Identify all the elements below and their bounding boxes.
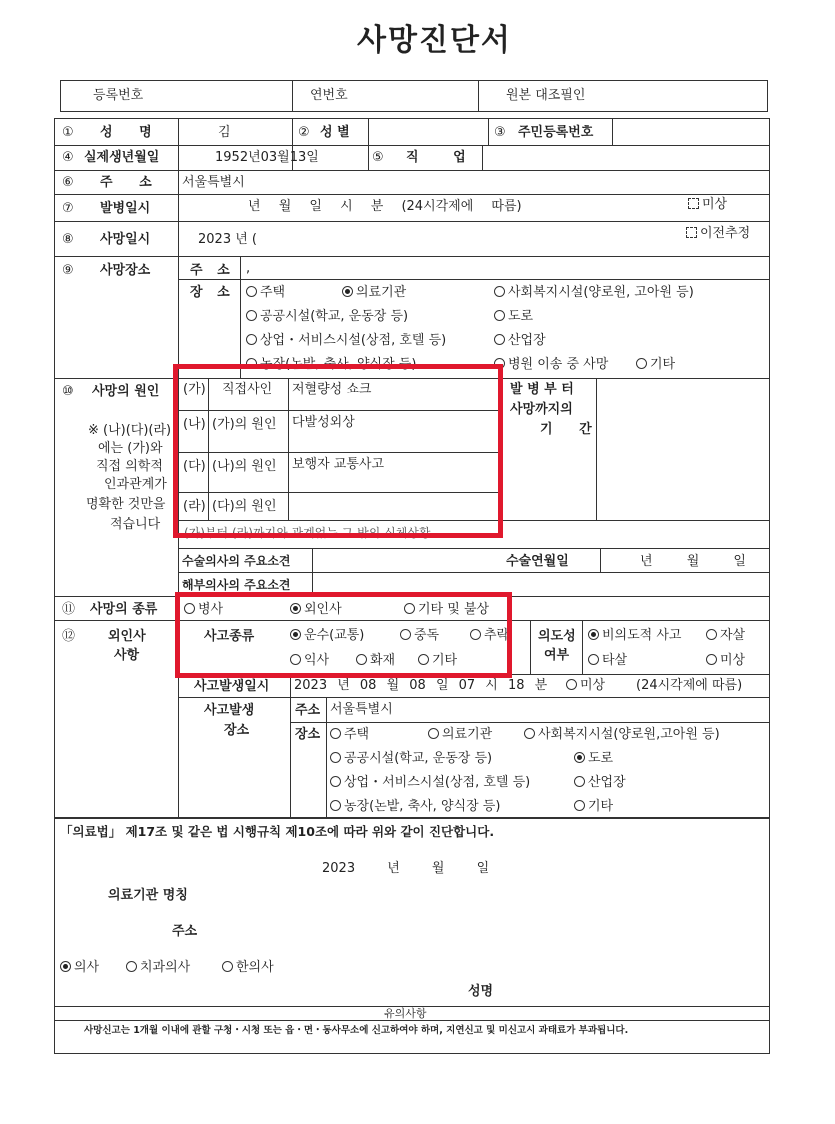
reg-no-label: 등록번호 [93,88,144,103]
cause-b-label: (가)의 원인 [212,417,277,432]
notice-title: 유의사항 [384,1007,427,1020]
cause-tag-d: (라) [183,499,206,514]
accident-opt-other[interactable]: 기타 [418,654,457,667]
death-value: 2023 년 ( [198,232,257,247]
radio-icon [60,961,71,972]
institution-address-label: 주소 [172,924,198,939]
place-opt-commercial[interactable]: 상업・서비스시설(상점, 호텔 등) [246,334,446,347]
item-number: ⑦ [62,201,74,216]
place-address-value: , [246,261,251,276]
radio-icon [588,654,599,665]
surgery-findings-label: 수술의사의 주요소견 [182,554,291,568]
highlight-cause-box [173,364,503,538]
institution-label: 의료기관 명칭 [108,888,188,903]
item-number: ③ [494,125,506,140]
item-number: ⑫ [62,629,76,644]
accident-type-label: 사고종류 [204,629,255,644]
accident-place-house[interactable]: 주택 [330,728,369,741]
radio-icon [706,654,717,665]
place-opt-industrial[interactable]: 산업장 [494,334,546,347]
serial-no-label: 연번호 [310,88,348,103]
cause-note: 명확한 것만을 [86,497,166,512]
birth-label: 실제생년월일 [84,150,160,165]
onset-unknown-checkbox[interactable]: 미상 [688,198,727,211]
period-label: 발 병 부 터 [510,382,574,397]
surgery-date-value: 년 월 일 [640,554,746,569]
cause-a-label: 직접사인 [222,382,273,397]
item-number: ① [62,125,74,140]
presumed-checkbox[interactable]: 이전추정 [686,227,750,240]
place-opt-medical[interactable]: 의료기관 [342,286,406,299]
address-label: 주 소 [100,175,152,190]
item-number: ⑤ [372,150,384,165]
accident-opt-drowning[interactable]: 익사 [290,654,329,667]
intent-opt-unknown[interactable]: 미상 [706,654,745,667]
address-value: 서울특별시 [182,175,245,190]
accident-address-value: 서울특별시 [330,702,393,717]
item-number: ④ [62,150,74,165]
radio-icon [494,310,505,321]
accident-place-farm[interactable]: 농장(논밭, 축사, 양식장 등) [330,800,500,813]
period-label: 기 간 [540,422,592,437]
radio-icon [246,310,257,321]
radio-icon [330,728,341,739]
external-label: 외인사 [108,629,146,644]
accident-place-public[interactable]: 공공시설(학교, 운동장 등) [330,752,492,765]
surgery-date-label: 수술연월일 [506,554,569,569]
accident-place-label: 사고발생 [204,703,255,718]
place-opt-house[interactable]: 주택 [246,286,285,299]
accident-opt-poison[interactable]: 중독 [400,629,439,642]
kind-opt-disease[interactable]: 병사 [184,603,223,616]
radio-icon [428,728,439,739]
onset-label: 발병일시 [100,201,151,216]
item-number: ⑧ [62,232,74,247]
accident-place-type-label: 장소 [295,727,321,742]
radio-icon [574,776,585,787]
cause-c-label: (나)의 원인 [212,459,277,474]
accident-address-label: 주소 [295,703,321,718]
item-number: ⑥ [62,175,74,190]
external-label: 사항 [114,648,140,663]
cause-note: 에는 (가)와 [98,441,163,456]
radio-icon [330,800,341,811]
name-label: 성 명 [100,125,152,140]
accident-place-industrial[interactable]: 산업장 [574,776,626,789]
notice-text: 사망신고는 1개월 이내에 관할 구청・시청 또는 읍・면・동사무소에 신고하여야 하며, 지연신고 및 미신고시 과태료가 부과됩니다. [84,1025,629,1036]
cause-tag-a: (가) [183,382,206,397]
header-table [60,80,768,112]
checkbox-icon [686,227,697,238]
cause-d-label: (다)의 원인 [212,499,277,514]
cause-label: 사망의 원인 [92,384,160,399]
radio-icon [246,334,257,345]
radio-icon [574,800,585,811]
radio-icon [330,752,341,763]
radio-icon [588,629,599,640]
cause-note: 적습니다 [110,517,161,532]
radio-icon [566,679,577,690]
cause-a-value: 저혈량성 쇼크 [292,382,372,397]
place-opt-farm[interactable]: 농장(논밭, 축사, 양식장 등) [246,358,416,371]
radio-icon [126,961,137,972]
issue-date: 2023 년 월 일 [322,861,490,876]
intent-opt-unintentional[interactable]: 비의도적 사고 [588,629,681,642]
page-title: 사망진단서 [357,23,512,58]
place-opt-public[interactable]: 공공시설(학교, 운동장 등) [246,310,408,323]
item-number: ⑩ [62,384,74,399]
place-type-label: 장 소 [190,285,230,300]
cause-b-value: 다발성외상 [292,415,355,430]
accident-place-road[interactable]: 도로 [574,752,613,765]
period-label: 사망까지의 [510,402,573,417]
accident-place-other[interactable]: 기타 [574,800,613,813]
autopsy-findings-label: 해부의사의 주요소견 [182,578,291,592]
radio-icon [524,728,535,739]
death-place-label: 사망장소 [100,263,151,278]
cause-c-value: 보행자 교통사고 [292,457,385,472]
radio-icon [574,752,585,763]
accident-opt-traffic[interactable]: 운수(교통) [290,629,364,642]
item-number: ⑨ [62,263,74,278]
intent-label: 여부 [544,648,570,663]
name-value: 김 [218,125,231,140]
radio-icon [706,629,717,640]
cause-note: ※ (나)(다)(라) [88,423,172,438]
radio-icon [222,961,233,972]
cause-tag-b: (나) [183,417,206,432]
checkbox-icon [688,198,699,209]
birth-value: 1952년03월13일 [215,150,319,165]
intent-label: 의도성 [538,629,576,644]
death-kind-label: 사망의 종류 [90,602,158,617]
place-opt-other[interactable]: 기타 [636,358,675,371]
accident-place-medical[interactable]: 의료기관 [428,728,492,741]
radio-icon [636,358,647,369]
doctor-type-dentist[interactable]: 치과의사 [126,961,190,974]
cause-note: 직접 의학적 [96,459,163,474]
other-conditions-label: (가)부터 (라)까지와 관계없는 그 밖의 신체상황 [184,526,431,540]
accident-date-unknown[interactable]: 미상 [566,679,605,692]
radio-icon [494,286,505,297]
onset-value: 년 월 일 시 분 (24시각제에 따름) [248,199,522,214]
radio-icon [494,334,505,345]
sex-label: 성 별 [320,125,350,140]
accident-opt-fall[interactable]: 추락 [470,629,509,642]
kind-opt-external[interactable]: 외인사 [290,603,342,616]
place-opt-welfare[interactable]: 사회복지시설(양로원, 고아원 등) [494,286,694,299]
highlight-accident-box [175,592,512,678]
cause-note: 인과관계가 [104,477,167,492]
doctor-type-oriental[interactable]: 한의사 [222,961,274,974]
rrn-label: 주민등록번호 [518,125,594,140]
accident-place-label: 장소 [224,723,250,738]
original-check-label: 원본 대조필인 [506,88,586,103]
item-number: ⑪ [62,602,76,617]
accident-date-label: 사고발생일시 [194,679,270,694]
accident-date-value: 2023 년 08 월 08 일 07 시 18 분 [294,678,548,693]
accident-place-commercial[interactable]: 상업・서비스시설(상점, 호텔 등) [330,776,530,789]
item-number: ② [298,125,310,140]
radio-icon [246,286,257,297]
job-label: 직 업 [406,150,466,165]
kind-opt-other[interactable]: 기타 및 불상 [404,603,489,616]
accident-place-welfare[interactable]: 사회복지시설(양로원,고아원 등) [524,728,720,741]
doctor-type-physician[interactable]: 의사 [60,961,99,974]
accident-date-note: (24시각제에 따름) [636,678,743,693]
signature-label: 성명 [468,984,494,999]
legal-statement: 「의료법」 제17조 및 같은 법 시행규칙 제10조에 따라 위와 같이 진단합니다. [60,824,495,839]
radio-icon [342,286,353,297]
place-opt-transfer[interactable]: 병원 이송 중 사망 [494,358,608,371]
accident-opt-fire[interactable]: 화재 [356,654,395,667]
place-opt-road[interactable]: 도로 [494,310,533,323]
cause-tag-c: (다) [183,459,206,474]
intent-opt-suicide[interactable]: 자살 [706,629,745,642]
death-label: 사망일시 [100,232,151,247]
intent-opt-homicide[interactable]: 타살 [588,654,627,667]
place-address-label: 주 소 [190,263,230,278]
radio-icon [330,776,341,787]
